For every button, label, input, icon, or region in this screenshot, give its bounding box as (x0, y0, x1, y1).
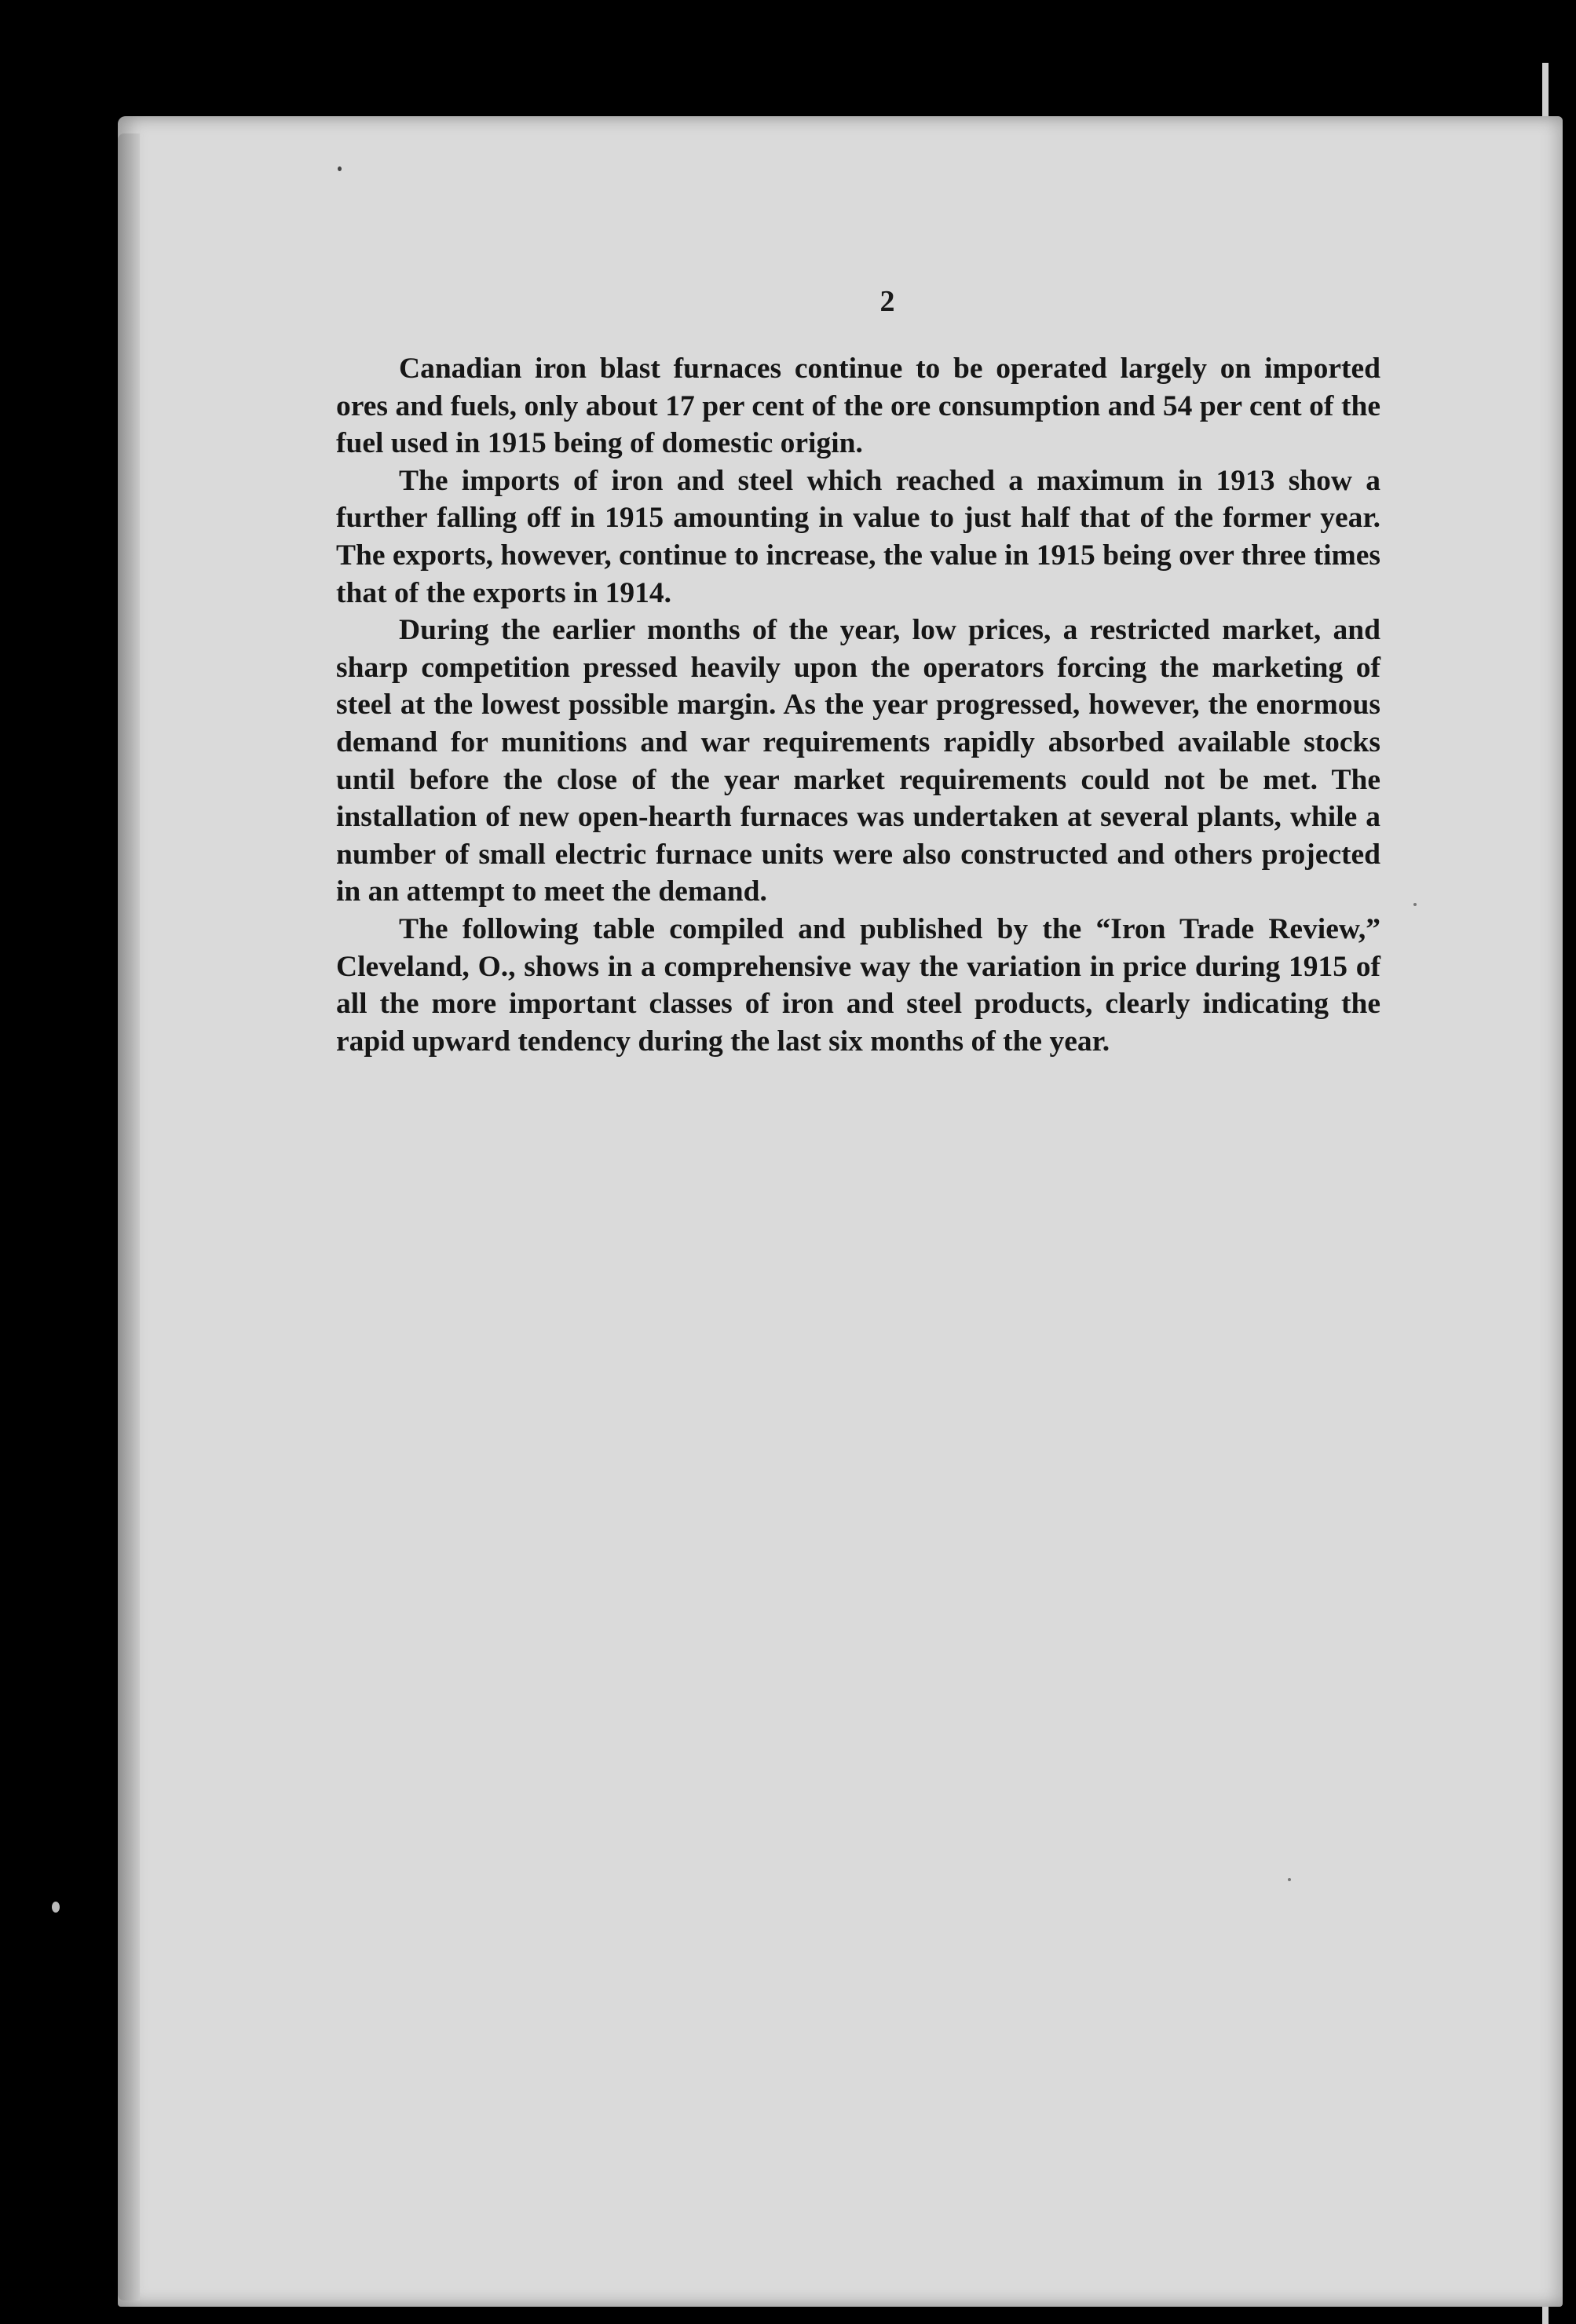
page-number: 2 (879, 285, 895, 318)
binding-shadow (118, 133, 140, 2300)
paragraph-1: Canadian iron blast furnaces continue to be operated largely on imported ores and fuels, only about 17 per cent of the ore consumption and 54 per cent of the fuel used in 1915 being of domestic origin. (336, 353, 1380, 460)
paragraph-2: The imports of iron and steel which reached a maximum in 1913 show a further falling off in 1915 amounting in value to just half that of the former year. The exports, however, continue to increase, the value in 1915 being over three times that of the exports in 1914. (336, 464, 1380, 609)
dust-speck (52, 1902, 60, 1913)
paragraph-4: The following table compiled and published by the “Iron Trade Review,” Cleveland, O., shows in a comprehensive way the variation in price during 1915 of all the more important classes of iron and steel products, clearly indicating the rapid upward tendency during the last six months of the year. (336, 912, 1380, 1058)
paragraph-3: During the earlier months of the year, low prices, a restricted market, and sharp competition pressed heavily upon the operators forcing the marketing of steel at the lowest possible margin. As the year progressed, however, the enormous demand for munitions and war requirements rapidly absorbed available stocks until before the close of the year market requirements could not be met. The installation of new open-hearth furnaces was undertaken at several plants, while a number of small electric furnace units were also constructed and others projected in an attempt to meet the demand. (336, 614, 1380, 908)
dust-speck (338, 166, 342, 171)
body-text (336, 350, 1380, 1060)
dust-speck (1288, 1878, 1291, 1881)
dust-speck (1413, 903, 1417, 906)
